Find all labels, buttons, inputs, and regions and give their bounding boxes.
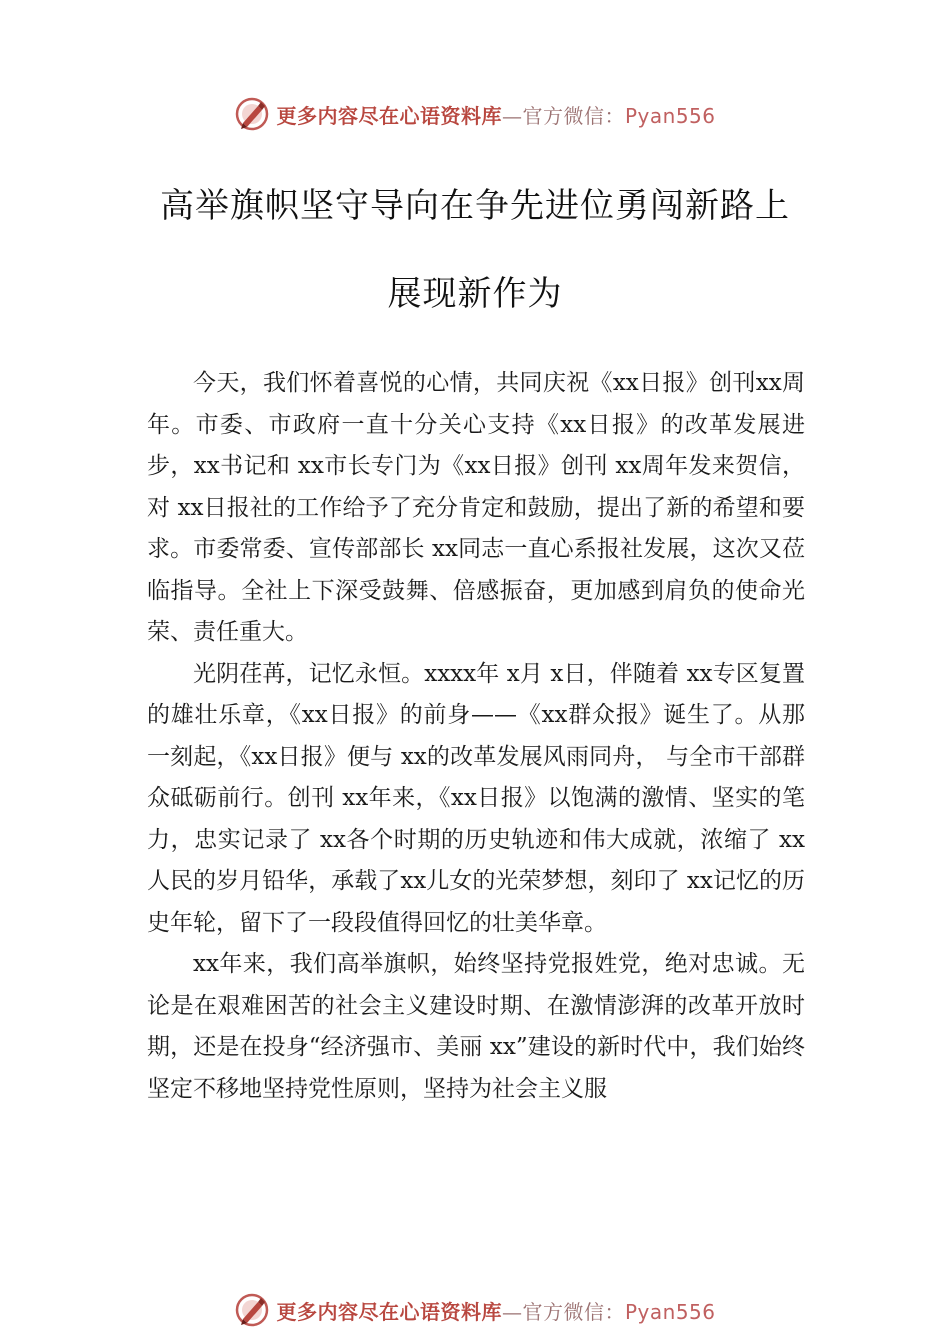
paragraph-1: 今天，我们怀着喜悦的心情，共同庆祝《xx日报》创刊xx周年。市委、市政府一直十分关心支持《xx日报》的改革发展进步，xx书记和 xx市长专门为《xx日报》创刊 xx周年发来贺信，对 xx日报社的工作给予了充分肯定和鼓励，提出了新的希望和要求。市委常委、宣传部部长 xx同志一直心系报社发展，这次又莅临指导。全社上下深受鼓舞、倍感振奋，更加感到肩负的使命光荣、责任重大。 xyxy=(147,370,805,645)
watermark-wechat-id: Pyan556 xyxy=(624,103,716,128)
paragraph-3: xx年来，我们高举旗帜，始终坚持党报姓党，绝对忠诚。无论是在艰难困苦的社会主义建设时期、在激情澎湃的改革开放时期，还是在投身“经济强市、美丽 xx”建设的新时代中，我们始终坚定不移地坚持党性原则，坚持为社会主义服 xyxy=(147,951,805,1102)
document-body xyxy=(147,363,805,1110)
title-line-2: 展现新作为 xyxy=(387,274,563,314)
title-line-1: 高举旗帜坚守导向在争先进位勇闯新路上 xyxy=(160,186,790,226)
watermark-wechat-id: Pyan556 xyxy=(624,1299,716,1324)
watermark-separator-text: —官方微信： xyxy=(501,103,625,128)
watermark-separator-text: —官方微信： xyxy=(501,1299,625,1324)
watermark-text xyxy=(276,1296,715,1325)
paragraph-2: 光阴荏苒，记忆永恒。xxxx年 x月 x日，伴随着 xx专区复置的雄壮乐章，《xx日报》的前身——《xx群众报》诞生了。从那一刻起，《xx日报》便与 xx的改革发展风雨同舟， 与全市干部群众砥砺前行。创刊 xx年来，《xx日报》以饱满的激情、坚实的笔力，忠实记录了 xx各个时期的历史轨迹和伟大成就，浓缩了 xx人民的岁月铅华，承载了xx儿女的光荣梦想，刻印了 xx记忆的历史年轮，留下了一段段值得回忆的壮美华章。 xyxy=(147,660,805,936)
watermark-main-text: 更多内容尽在心语资料库 xyxy=(276,103,502,128)
pen-nib-logo-icon xyxy=(234,96,270,132)
watermark-main-text: 更多内容尽在心语资料库 xyxy=(276,1299,502,1324)
header-watermark xyxy=(0,94,950,134)
watermark-text xyxy=(276,100,715,129)
pen-nib-logo-icon xyxy=(234,1292,270,1328)
footer-watermark xyxy=(0,1290,950,1330)
document-title xyxy=(120,185,830,315)
